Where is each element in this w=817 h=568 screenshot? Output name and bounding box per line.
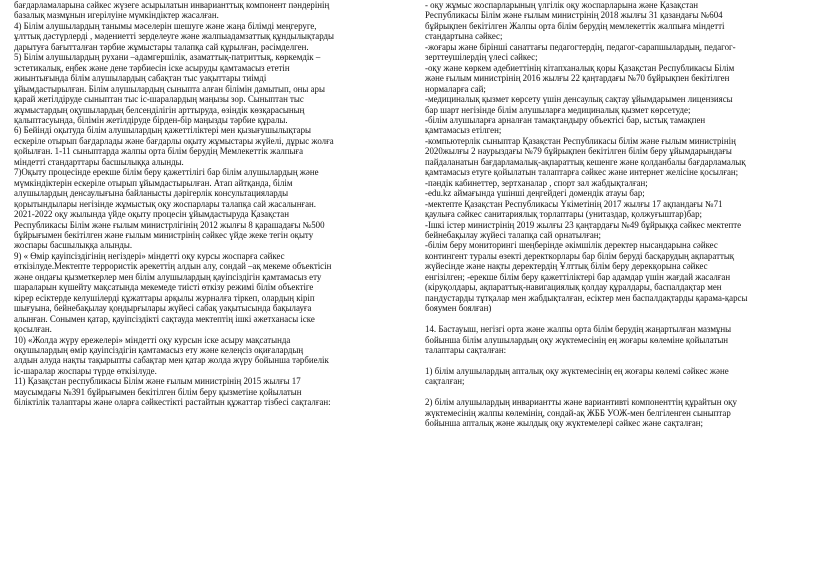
text-line: қойылған. 1-11 сыныптарда жалпы орта білім берудің Мемлекеттік жалпыға [14, 146, 304, 157]
text-line: 9) « Өмір қауіпсіздігінің негіздері» міндетті оқу курсы жоспарға сәйкес [14, 250, 285, 261]
text-line: өткізілуде.Мектепте террористік әрекеттің алдын алу, сондай –ақ мекеме объектісін [14, 261, 332, 272]
text-line: -пәндік кабинеттер, зертханалар , спорт зал жабдықталған; [425, 177, 648, 188]
text-line: нормаларға сай; [425, 83, 486, 94]
text-line: эстетикалық, еңбек және дене тәрбиесін іске асыруды қамтамасыз ететін [14, 62, 290, 73]
text-line: 1) білім алушылардың апталық оқу жүктемесінің ең жоғары көлемі сәйкес және [425, 365, 729, 376]
text-line: -медициналық қызмет көрсету үшін денсаулық сақтау ұйымдарымен лицензиясы [425, 94, 733, 105]
text-line: алушылардың денсаулығына байланысты дәрігерлік консультацияларды [14, 188, 289, 199]
text-line: талаптары сақталған: [425, 345, 507, 355]
text-line: Республикасы Білім және ғылым министрлігінің 2012 жылғы 8 қарашадағы №500 [14, 219, 325, 230]
text-line: ұлттық дәстүрлерді , мәдениетті зерделеуге және жалпыадамзаттық құндылықтарды [14, 31, 334, 42]
text-line: жүктемесінің жалпы көлемінің, сондай-ақ ЖББ УОЖ-мен белгіленген сыныптар [425, 407, 731, 418]
text-line: -компьютерлік сыныптар Қазақстан Республикасы білім және ғылым министрінің [425, 135, 736, 146]
text-line: контингент туралы өзекті деректкорлары бар білім беруді басқарудың ақпараттық [425, 250, 735, 261]
text-line: алдын алуда нақты тақырыпты сабақтар мен қатар жолда жүру бойынша тәрбиелік [14, 355, 329, 366]
text-line: қорытындылары негізінде жұмыстық оқу жоспарлары талапқа сай жасалынған. [14, 198, 317, 209]
text-line: -оқу және көркем әдебиеттінің кітапханалық қоры Қазақстан Республикасы Білім [425, 62, 735, 73]
text-line: (кіруқолдары, ақпараттық-навигациялық қолдау құралдары, баспалдақтар мен [425, 282, 722, 293]
text-line: 2) білім алушылардың инвариантты және вариантивті компоненттің құрайтын оқу [425, 397, 737, 408]
text-line: жұмыстардың оқушылардың белсенділігін арттыруда, өзіндік көзқарасының [14, 104, 305, 115]
text-line: -білім алушыларға арналған тамақтандыру объектісі бар, ыстық тамақпен [425, 114, 706, 125]
text-line: ескеріле отырып бағдарлады және бағдарлы оқыту жұмыстары жүйелі, дұрыс жолға [14, 135, 334, 146]
text-line: бойынша білім алушылардың оқу жүктемесінің ең жоғары көлеміне қойылатын [425, 334, 729, 345]
text-line: базалық мазмұнын игерілуіне мүмкіндіктер жасалған. [14, 10, 219, 21]
right-page [425, 0, 809, 568]
text-line: 5) Білім алушылардың рухани –адамгершілік, азаматтық-патриттық, көркемдік – [14, 52, 321, 63]
paragraph-gap [425, 387, 809, 398]
text-line: қаулыға сәйкес санитариялық торлаптары (унитаздар, қолжуғыштар)бар; [425, 209, 702, 220]
text-line: қалыптасуында, білімін жетілдіруде бірден-бір маңызды тәрбие құралы. [14, 114, 288, 125]
text-line: шараларын күшейту мақсатында мекемеде тиісті өткізу режимі білім объектіге [14, 282, 314, 293]
text-line: 2020жылғы 2 наурыздағы №79 бұйрықпен бекітілген білім беру ұйымдарындағы [425, 146, 732, 157]
text-line: мүмкіндіктерін ескеріле отырып ұйымдастырылған. Атап айтқанда, білім [14, 177, 293, 188]
text-line: енгізілген; -ерекше білім беру қажеттіліктері бар адамдар үшін жағдай жасалған [425, 271, 731, 282]
text-line: бар шарт негізінде білім алушыларға медициналық қызмет көрсетуде; [425, 104, 691, 115]
text-line: міндетті стандарттары басшылыққа алынды. [14, 156, 184, 167]
text-line: және ғылым министрінің 2016 жылғы 22 қаңтардағы №70 бұйрықпен бекітілген [425, 73, 730, 84]
text-line: сақталған; [425, 376, 465, 387]
text-line: Республикасы Білім және ғылым министрінің 2018 жылғы 31 қазандағы №604 [425, 10, 723, 21]
text-line: 6) Бейінді оқытуда білім алушылардың қажеттіліктері мен қызығушылықтары [14, 125, 311, 136]
text-line: қамтамасыз етуге қойылатын талаптарға сәйкес және интернет желісіне қосылған; [425, 167, 739, 178]
text-line: қамтамасыз етілген; [425, 125, 502, 136]
text-line: бойынша апталық және жылдық оқу жүктемелері сәйкес және сақталған; [425, 418, 703, 429]
text-line: 4) Білім алушылардың танымы мәселерін шешуге және жаңа білімді меңгеруге, [14, 20, 317, 31]
text-line: -Ішкі істер министрінің 2019 жылғы 23 қаңтардағы №49 бұйрыққа сәйкес мектепте [425, 219, 742, 230]
text-line: 14. Бастауыш, негізгі орта және жалпы орта білім берудің жаңартылған мазмұны [425, 324, 732, 335]
text-line: қосылған. [14, 324, 52, 335]
text-line: оқушылардың өмір қауіпсіздігін қамтамасыз ету және келеңсіз оқиғалардың [14, 344, 304, 355]
text-line: маусымдағы №391 бұйрығымен бекітілген білім беру қызметіне қойылатын [14, 386, 302, 397]
text-line: 2021-2022 оқу жылында үйде оқыту процесін ұйымдастыруда Қазақстан [14, 209, 289, 220]
text-line: бұйрығымен бекітілген және ғылым министрінің сәйкес үйде жеке тегін оқыту [14, 229, 314, 240]
text-line: пандустарды тұтқалар мен жабдықталған, есіктер мен баспалдақтарды қарама-қарсы [425, 292, 748, 303]
text-line: және ондағы қызметкерлер мен білім алушылардың қауіпсіздігін қамтамасыз ету [14, 271, 322, 282]
text-line: жүйесінде және нақты деректердің Ұлттық білім беру дерекқорына сәйкес [425, 261, 708, 272]
text-line: 10) «Жолда жүру ережелері» міндетті оқу курсын іске асыру мақсатында [14, 334, 291, 345]
text-line: -edu.kz аймағында үшінші деңгейдегі домендік атауы бар; [425, 188, 645, 199]
text-line: 11) Қазақстан республикасы Білім және ғылым министрінің 2015 жылғы 17 [14, 376, 301, 387]
text-line: біліктілік талаптары және оларға сәйкестікті растайтын құжаттар тізбесі сақталған: [14, 397, 331, 408]
text-line: зерттеушілердің үлесі сәйкес; [425, 52, 538, 63]
text-line: бейнебақылау жүйесі талапқа сай орнатылған; [425, 229, 602, 240]
text-line: -мектепте Қазақстан Республикасы Үкіметінің 2017 жылғы 17 ақпандағы №71 [425, 198, 723, 209]
left-page [14, 0, 398, 568]
text-line: ұйымдастырылған. Білім алушылардың сыныпта алған білімін дамытып, оны ары [14, 83, 325, 94]
text-line: стандартына сәйкес; [425, 31, 503, 42]
text-line: - оқу жұмыс жоспарларының үлгілік оқу жоспарларына және Қазақстан [425, 0, 699, 10]
text-line: жиынтығында білім алушылардың сабақтан тыс уақыттары тиімді [14, 73, 267, 84]
text-line: дарытуға бағытталған тәрбие жұмыстары талапқа сай құрылған, рәсімделген. [14, 41, 309, 52]
text-line: бағдарламаларына сәйкес жүзеге асырылатын инварианттық компонент пәндерінің [14, 0, 330, 10]
paragraph-gap [425, 314, 809, 325]
text-line: іс-шаралар жоспары түрде өткізілуде. [14, 365, 157, 376]
text-line: пайдаланатын бағдарламалық-ақпараттық кешенге және қолданбалы бағдарламалық [425, 156, 746, 167]
text-line: жоспары басшылыққа алынды. [14, 240, 133, 251]
text-line: 7)Оқыту процесінде ерекше білім беру қажеттілігі бар білім алушылардың және [14, 167, 319, 178]
text-line: алынған. Сонымен қатар, қауіпсіздікті сақтауда мектептің ішкі әжетханасы іске [14, 313, 315, 324]
paragraph-gap [425, 355, 809, 366]
text-line: шығуына, бейнебақылау қондырғылары жүйесі сабақ уақытысында бақылауға [14, 303, 312, 314]
text-line: бояумен боялған) [425, 303, 492, 314]
text-line: -жоғары және бірінші санаттағы педагогтердің, педагог-сарапшылардың, педагог- [425, 41, 736, 52]
text-line: кірер есіктерде келушілерді құжаттары арқылы журналға тіркеп, олардың кіріп [14, 292, 315, 303]
text-line: -білім беру мониторингі шеңберінде әкімшілік деректер нысандарына сәйкес [425, 240, 718, 251]
text-line: бұйрықпен бекітілген Жалпы орта білім берудің мемлекеттік жалпыға міндетті [425, 20, 725, 31]
text-line: қарай жетілдіруде сыныптан тыс іс-шаралардың маңызы зор. Сыныптан тыс [14, 94, 304, 105]
